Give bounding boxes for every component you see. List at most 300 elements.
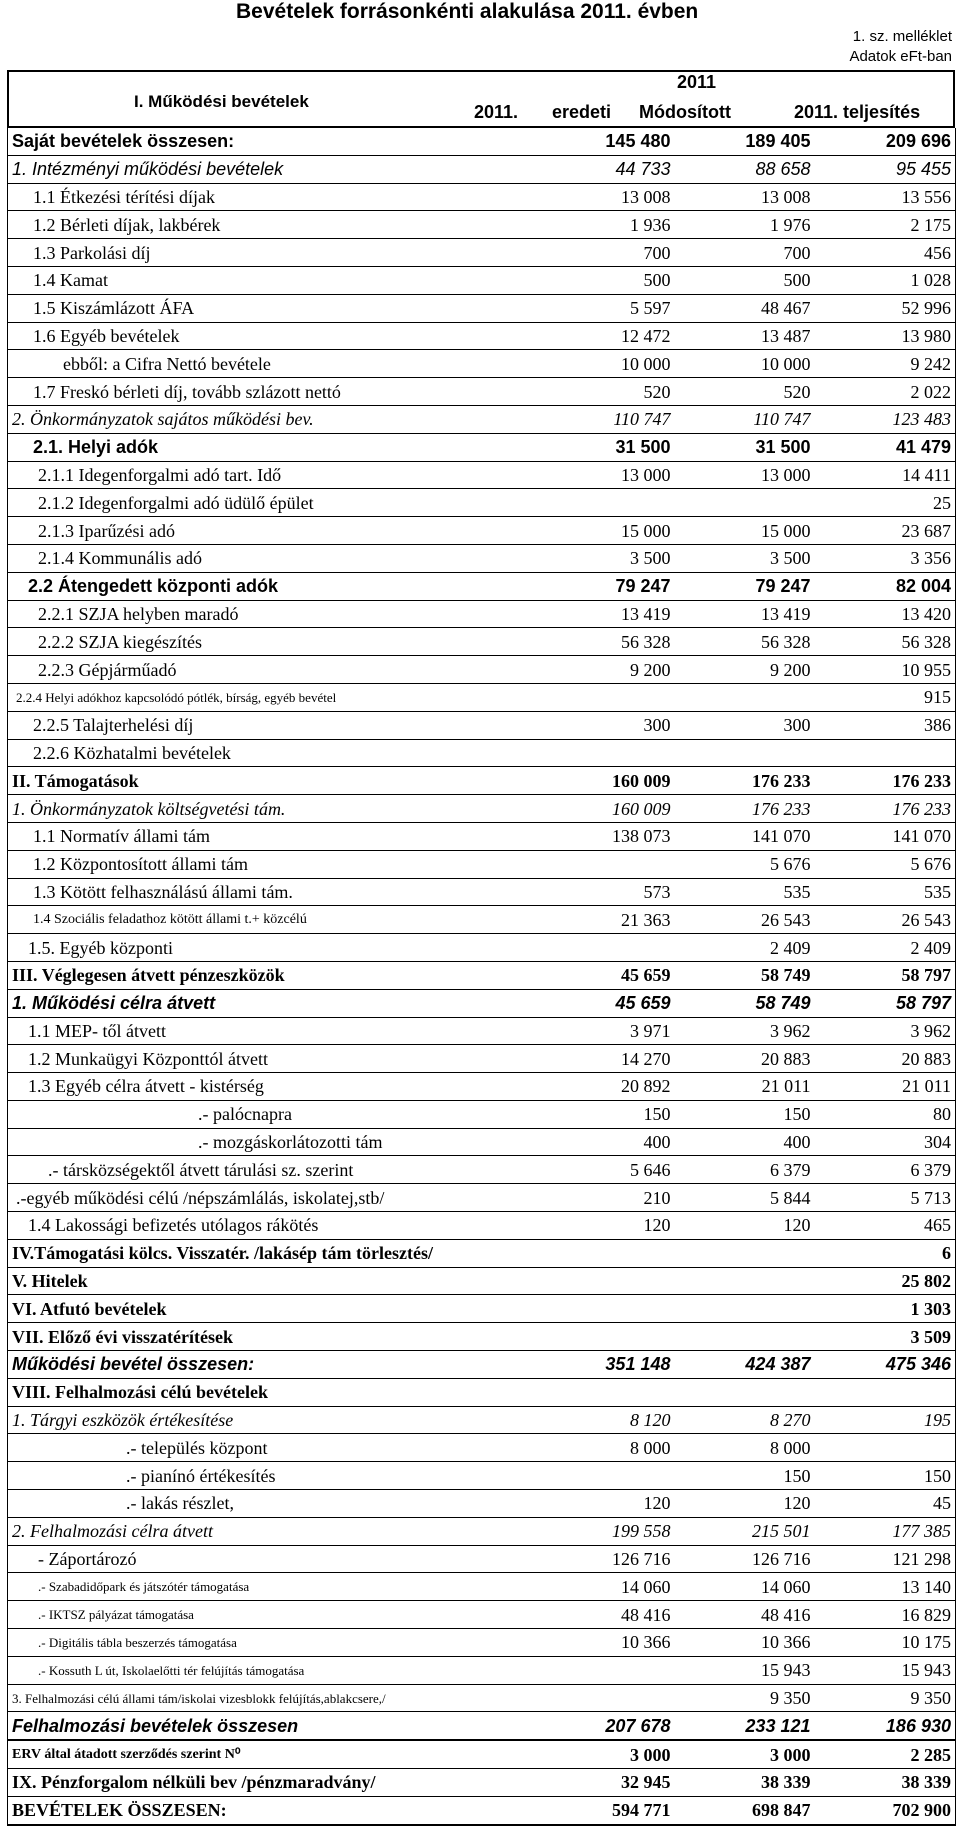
row-label: 1.5 Kiszámlázott ÁFA: [8, 294, 535, 322]
table-row: [8, 1295, 956, 1323]
original-value: 207 678: [535, 1712, 675, 1740]
modified-value: 520: [675, 378, 815, 406]
original-value: [535, 1462, 675, 1490]
row-label: 2.1.3 Iparűzési adó: [8, 517, 535, 545]
table-row: [8, 1601, 956, 1629]
modified-value: 9 200: [675, 656, 815, 684]
table-row: [8, 1769, 956, 1797]
performance-value: 52 996: [815, 294, 956, 322]
row-label: 1. Tárgyi eszközök értékesítése: [8, 1406, 535, 1434]
original-value: [535, 934, 675, 962]
table-row: [8, 1351, 956, 1379]
performance-value: 535: [815, 878, 956, 906]
row-label: ERV által átadott szerződés szerint N⁰: [8, 1740, 535, 1768]
table-row: [8, 906, 956, 934]
table-header: [7, 70, 955, 128]
modified-value: 14 060: [675, 1573, 815, 1601]
table-row: [8, 405, 956, 433]
modified-value: 13 487: [675, 322, 815, 350]
table-row: [8, 1128, 956, 1156]
performance-value: 2 022: [815, 378, 956, 406]
original-value: 79 247: [535, 572, 675, 600]
original-value: 13 008: [535, 183, 675, 211]
original-value: 300: [535, 711, 675, 739]
row-label: 2.1.4 Kommunális adó: [8, 544, 535, 572]
annex-number: 1. sz. melléklet: [852, 28, 952, 45]
table-row: [8, 155, 956, 183]
table-row: [8, 1684, 956, 1712]
original-value: 8 000: [535, 1434, 675, 1462]
table-row: [8, 1378, 956, 1406]
table-row: [8, 378, 956, 406]
row-label: 1.4 Szociális feladathoz kötött állami t.+ közcélú: [8, 906, 535, 934]
performance-value: 1 303: [815, 1295, 956, 1323]
performance-value: 80: [815, 1100, 956, 1128]
original-value: [535, 683, 675, 711]
table-row: [8, 433, 956, 461]
table-row: [8, 1490, 956, 1518]
table-row: [8, 1796, 956, 1824]
original-value: 120: [535, 1490, 675, 1518]
original-value: 13 000: [535, 461, 675, 489]
original-value: 520: [535, 378, 675, 406]
original-value: [535, 1239, 675, 1267]
modified-value: 176 233: [675, 767, 815, 795]
original-value: 20 892: [535, 1073, 675, 1101]
original-value: 56 328: [535, 628, 675, 656]
performance-value: 304: [815, 1128, 956, 1156]
row-label: 1.2 Központosított állami tám: [8, 850, 535, 878]
modified-value: 424 387: [675, 1351, 815, 1379]
table-row: [8, 767, 956, 795]
original-value: 500: [535, 266, 675, 294]
original-value: [535, 1295, 675, 1323]
performance-value: 26 543: [815, 906, 956, 934]
table-row: [8, 294, 956, 322]
modified-value: 400: [675, 1128, 815, 1156]
row-label: IV.Támogatási kölcs. Visszatér. /lakásép tám törlesztés/: [8, 1239, 535, 1267]
performance-value: 13 556: [815, 183, 956, 211]
original-value: 44 733: [535, 155, 675, 183]
original-value: 3 971: [535, 1017, 675, 1045]
performance-value: 82 004: [815, 572, 956, 600]
modified-value: 150: [675, 1100, 815, 1128]
original-value: 145 480: [535, 128, 675, 155]
original-value: 21 363: [535, 906, 675, 934]
header-label: I. Működési bevételek: [134, 92, 309, 111]
row-label: 2.2.6 Közhatalmi bevételek: [8, 739, 535, 767]
modified-value: 5 844: [675, 1184, 815, 1212]
row-label: 1. Működési célra átvett: [8, 989, 535, 1017]
table-row: [8, 1740, 956, 1768]
row-label: .- Kossuth L út, Iskolaelőtti tér felújítás támogatása: [8, 1656, 535, 1684]
modified-value: 3 000: [675, 1740, 815, 1768]
performance-value: [815, 739, 956, 767]
performance-value: 58 797: [815, 961, 956, 989]
row-label: 1.1 MEP- től átvett: [8, 1017, 535, 1045]
row-label: 1. Intézményi működési bevételek: [8, 155, 535, 183]
modified-value: 126 716: [675, 1545, 815, 1573]
row-label: .- lakás részlet,: [8, 1490, 535, 1518]
original-value: 126 716: [535, 1545, 675, 1573]
row-label: 2.2.4 Helyi adókhoz kapcsolódó pótlék, bírság, egyéb bevétel: [8, 683, 535, 711]
table-row: [8, 1517, 956, 1545]
table-row: [8, 822, 956, 850]
header-modified: Módosított: [639, 102, 731, 122]
row-label: 2.2.3 Gépjárműadó: [8, 656, 535, 684]
row-label: 2. Felhalmozási célra átvett: [8, 1517, 535, 1545]
original-value: 150: [535, 1100, 675, 1128]
performance-value: 13 420: [815, 600, 956, 628]
original-value: 110 747: [535, 405, 675, 433]
row-label: Felhalmozási bevételek összesen: [8, 1712, 535, 1740]
row-label: III. Véglegesen átvett pénzeszközök: [8, 961, 535, 989]
table-row: [8, 128, 956, 155]
table-row: [8, 961, 956, 989]
table-row: [8, 1656, 956, 1684]
performance-value: 14 411: [815, 461, 956, 489]
table-row: [8, 1462, 956, 1490]
table-row: [8, 878, 956, 906]
row-label: ebből: a Cifra Nettó bevétele: [8, 350, 535, 378]
modified-value: [675, 683, 815, 711]
modified-value: 698 847: [675, 1796, 815, 1824]
table-row: [8, 628, 956, 656]
original-value: 120: [535, 1212, 675, 1240]
performance-value: [815, 1378, 956, 1406]
performance-value: 465: [815, 1212, 956, 1240]
modified-value: 110 747: [675, 405, 815, 433]
modified-value: 3 500: [675, 544, 815, 572]
performance-value: [815, 1434, 956, 1462]
modified-value: 700: [675, 239, 815, 267]
table-row: [8, 1712, 956, 1740]
row-label: 1.4 Kamat: [8, 266, 535, 294]
table-row: [8, 1045, 956, 1073]
table-row: [8, 1184, 956, 1212]
table-row: [8, 1267, 956, 1295]
performance-value: 56 328: [815, 628, 956, 656]
modified-value: 500: [675, 266, 815, 294]
original-value: [535, 739, 675, 767]
performance-value: 16 829: [815, 1601, 956, 1629]
table-row: [8, 1212, 956, 1240]
modified-value: [675, 1239, 815, 1267]
performance-value: 6 379: [815, 1156, 956, 1184]
row-label: II. Támogatások: [8, 767, 535, 795]
modified-value: [675, 1267, 815, 1295]
performance-value: 23 687: [815, 517, 956, 545]
revenue-table: [7, 128, 956, 1826]
modified-value: 8 270: [675, 1406, 815, 1434]
row-label: Saját bevételek összesen:: [8, 128, 535, 155]
performance-value: 702 900: [815, 1796, 956, 1824]
row-label: 2.2 Átengedett központi adók: [8, 572, 535, 600]
original-value: [535, 1267, 675, 1295]
unit-note: Adatok eFt-ban: [849, 48, 952, 65]
performance-value: 13 140: [815, 1573, 956, 1601]
row-label: 2.1.2 Idegenforgalmi adó üdülő épület: [8, 489, 535, 517]
modified-value: 13 000: [675, 461, 815, 489]
modified-value: 215 501: [675, 1517, 815, 1545]
modified-value: [675, 1378, 815, 1406]
table-row: [8, 1323, 956, 1351]
performance-value: 209 696: [815, 128, 956, 155]
performance-value: 38 339: [815, 1769, 956, 1797]
original-value: 14 060: [535, 1573, 675, 1601]
row-label: VIII. Felhalmozási célú bevételek: [8, 1378, 535, 1406]
original-value: 138 073: [535, 822, 675, 850]
row-label: BEVÉTELEK ÖSSZESEN:: [8, 1796, 535, 1824]
performance-value: 3 509: [815, 1323, 956, 1351]
row-label: VII. Előző évi visszatérítések: [8, 1323, 535, 1351]
table-row: [8, 600, 956, 628]
row-label: .- társközségektől átvett tárulási sz. szerint: [8, 1156, 535, 1184]
modified-value: 15 000: [675, 517, 815, 545]
row-label: - Záportározó: [8, 1545, 535, 1573]
table-row: [8, 795, 956, 823]
original-value: 210: [535, 1184, 675, 1212]
table-row: [8, 239, 956, 267]
header-original-year: 2011.: [474, 102, 519, 122]
original-value: 45 659: [535, 961, 675, 989]
header-performance: 2011. teljesítés: [794, 102, 921, 122]
modified-value: [675, 1323, 815, 1351]
modified-value: 13 008: [675, 183, 815, 211]
table-row: [8, 350, 956, 378]
table-row: [8, 1545, 956, 1573]
table-row: [8, 1100, 956, 1128]
performance-value: 150: [815, 1462, 956, 1490]
modified-value: 8 000: [675, 1434, 815, 1462]
modified-value: 58 749: [675, 989, 815, 1017]
row-label: .- Szabadidőpark és játszótér támogatása: [8, 1573, 535, 1601]
performance-value: 121 298: [815, 1545, 956, 1573]
performance-value: 21 011: [815, 1073, 956, 1101]
modified-value: 233 121: [675, 1712, 815, 1740]
performance-value: 2 409: [815, 934, 956, 962]
original-value: [535, 1684, 675, 1712]
performance-value: 186 930: [815, 1712, 956, 1740]
modified-value: 1 976: [675, 211, 815, 239]
table-row: [8, 183, 956, 211]
performance-value: 3 356: [815, 544, 956, 572]
row-label: 2.2.1 SZJA helyben maradó: [8, 600, 535, 628]
performance-value: 123 483: [815, 405, 956, 433]
performance-value: 915: [815, 683, 956, 711]
modified-value: 20 883: [675, 1045, 815, 1073]
original-value: 160 009: [535, 767, 675, 795]
performance-value: 10 955: [815, 656, 956, 684]
modified-value: 2 409: [675, 934, 815, 962]
original-value: 15 000: [535, 517, 675, 545]
original-value: [535, 1378, 675, 1406]
table-row: [8, 461, 956, 489]
modified-value: 535: [675, 878, 815, 906]
modified-value: 13 419: [675, 600, 815, 628]
header-modified-year: 2011: [677, 72, 717, 92]
row-label: 1.4 Lakossági befizetés utólagos rákötés: [8, 1212, 535, 1240]
row-label: 1.3 Egyéb célra átvett - kistérség: [8, 1073, 535, 1101]
modified-value: 3 962: [675, 1017, 815, 1045]
performance-value: 5 713: [815, 1184, 956, 1212]
table-row: [8, 1573, 956, 1601]
performance-value: 25: [815, 489, 956, 517]
original-value: 5 597: [535, 294, 675, 322]
row-label: .- pianínó értékesítés: [8, 1462, 535, 1490]
modified-value: 9 350: [675, 1684, 815, 1712]
modified-value: 5 676: [675, 850, 815, 878]
modified-value: [675, 1295, 815, 1323]
original-value: 199 558: [535, 1517, 675, 1545]
modified-value: 21 011: [675, 1073, 815, 1101]
row-label: .-egyéb működési célú /népszámlálás, iskolatej,stb/: [8, 1184, 535, 1212]
performance-value: 475 346: [815, 1351, 956, 1379]
modified-value: 120: [675, 1490, 815, 1518]
row-label: V. Hitelek: [8, 1267, 535, 1295]
original-value: 10 366: [535, 1629, 675, 1657]
modified-value: 48 467: [675, 294, 815, 322]
modified-value: 56 328: [675, 628, 815, 656]
performance-value: 195: [815, 1406, 956, 1434]
table-row: [8, 850, 956, 878]
row-label: 1.6 Egyéb bevételek: [8, 322, 535, 350]
performance-value: 20 883: [815, 1045, 956, 1073]
original-value: [535, 489, 675, 517]
original-value: 9 200: [535, 656, 675, 684]
table-row: [8, 1629, 956, 1657]
modified-value: 189 405: [675, 128, 815, 155]
row-label: 2.1.1 Idegenforgalmi adó tart. Idő: [8, 461, 535, 489]
original-value: 5 646: [535, 1156, 675, 1184]
modified-value: 48 416: [675, 1601, 815, 1629]
table-row: [8, 934, 956, 962]
table-row: [8, 1406, 956, 1434]
modified-value: 300: [675, 711, 815, 739]
row-label: Működési bevétel összesen:: [8, 1351, 535, 1379]
table-row: [8, 544, 956, 572]
performance-value: 58 797: [815, 989, 956, 1017]
performance-value: 13 980: [815, 322, 956, 350]
original-value: [535, 1656, 675, 1684]
performance-value: 6: [815, 1239, 956, 1267]
row-label: .- mozgáskorlátozotti tám: [8, 1128, 535, 1156]
modified-value: 6 379: [675, 1156, 815, 1184]
original-value: 594 771: [535, 1796, 675, 1824]
row-label: .- palócnapra: [8, 1100, 535, 1128]
original-value: 700: [535, 239, 675, 267]
original-value: 31 500: [535, 433, 675, 461]
row-label: 1.1 Normatív állami tám: [8, 822, 535, 850]
performance-value: 9 242: [815, 350, 956, 378]
original-value: 13 419: [535, 600, 675, 628]
modified-value: 15 943: [675, 1656, 815, 1684]
row-label: 1.3 Parkolási díj: [8, 239, 535, 267]
original-value: 1 936: [535, 211, 675, 239]
row-label: 1.2 Munkaügyi Központtól átvett: [8, 1045, 535, 1073]
original-value: 3 000: [535, 1740, 675, 1768]
modified-value: 10 000: [675, 350, 815, 378]
performance-value: 45: [815, 1490, 956, 1518]
table-row: [8, 683, 956, 711]
row-label: .- Digitális tábla beszerzés támogatása: [8, 1629, 535, 1657]
original-value: 32 945: [535, 1769, 675, 1797]
performance-value: 10 175: [815, 1629, 956, 1657]
modified-value: 10 366: [675, 1629, 815, 1657]
original-value: 48 416: [535, 1601, 675, 1629]
performance-value: 176 233: [815, 795, 956, 823]
row-label: 2.2.2 SZJA kiegészítés: [8, 628, 535, 656]
modified-value: 26 543: [675, 906, 815, 934]
table-row: [8, 211, 956, 239]
modified-value: 38 339: [675, 1769, 815, 1797]
row-label: 2. Önkormányzatok sajátos működési bev.: [8, 405, 535, 433]
performance-value: 5 676: [815, 850, 956, 878]
table-row: [8, 572, 956, 600]
modified-value: [675, 489, 815, 517]
performance-value: 9 350: [815, 1684, 956, 1712]
row-label: 1.2 Bérleti díjak, lakbérek: [8, 211, 535, 239]
row-label: 3. Felhalmozási célú állami tám/iskolai vizesblokk felújítás,ablakcsere,/: [8, 1684, 535, 1712]
table-row: [8, 711, 956, 739]
page-title: Bevételek forrásonkénti alakulása 2011. évben: [236, 0, 699, 23]
table-row: [8, 1073, 956, 1101]
performance-value: 176 233: [815, 767, 956, 795]
performance-value: 1 028: [815, 266, 956, 294]
table-row: [8, 989, 956, 1017]
table-row: [8, 489, 956, 517]
original-value: 160 009: [535, 795, 675, 823]
modified-value: 150: [675, 1462, 815, 1490]
header-original: eredeti: [552, 102, 612, 122]
row-label: 1.5. Egyéb központi: [8, 934, 535, 962]
original-value: 12 472: [535, 322, 675, 350]
performance-value: 41 479: [815, 433, 956, 461]
original-value: [535, 850, 675, 878]
original-value: [535, 1323, 675, 1351]
original-value: 573: [535, 878, 675, 906]
original-value: 14 270: [535, 1045, 675, 1073]
performance-value: 456: [815, 239, 956, 267]
table-row: [8, 656, 956, 684]
table-row: [8, 266, 956, 294]
performance-value: 2 285: [815, 1740, 956, 1768]
table-row: [8, 1017, 956, 1045]
row-label: 2.1. Helyi adók: [8, 433, 535, 461]
table-row: [8, 1434, 956, 1462]
original-value: 400: [535, 1128, 675, 1156]
performance-value: 386: [815, 711, 956, 739]
row-label: 1.1 Étkezési térítési díjak: [8, 183, 535, 211]
row-label: 1. Önkormányzatok költségvetési tám.: [8, 795, 535, 823]
row-label: 1.3 Kötött felhasználású állami tám.: [8, 878, 535, 906]
performance-value: 3 962: [815, 1017, 956, 1045]
modified-value: 79 247: [675, 572, 815, 600]
original-value: 45 659: [535, 989, 675, 1017]
modified-value: 88 658: [675, 155, 815, 183]
modified-value: [675, 739, 815, 767]
original-value: 10 000: [535, 350, 675, 378]
performance-value: 15 943: [815, 1656, 956, 1684]
row-label: IX. Pénzforgalom nélküli bev /pénzmaradvány/: [8, 1769, 535, 1797]
row-label: VI. Atfutó bevételek: [8, 1295, 535, 1323]
row-label: .- település központ: [8, 1434, 535, 1462]
modified-value: 176 233: [675, 795, 815, 823]
table-row: [8, 517, 956, 545]
table-row: [8, 1156, 956, 1184]
modified-value: 31 500: [675, 433, 815, 461]
performance-value: 2 175: [815, 211, 956, 239]
